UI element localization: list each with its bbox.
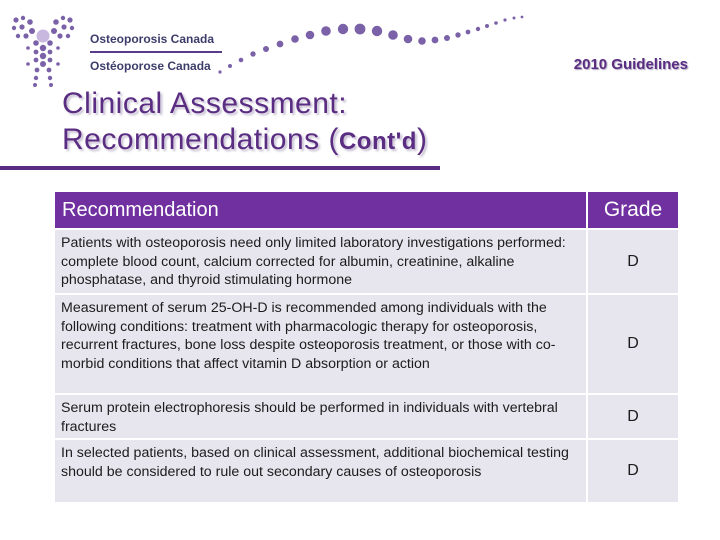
logo-divider <box>90 51 222 53</box>
column-header-recommendation: Recommendation <box>55 192 586 228</box>
recommendation-text: In selected patients, based on clinical assessment, additional biochemical testing should be considered to rule out secondary causes of osteoporosis <box>55 440 586 502</box>
table-row <box>55 440 678 502</box>
title-line-1: Clinical Assessment: <box>62 87 348 120</box>
column-header-grade: Grade <box>588 192 678 228</box>
grade-value: D <box>588 440 678 502</box>
table-header-row <box>55 192 678 228</box>
guidelines-badge: 2010 Guidelines <box>573 56 688 73</box>
grade-value: D <box>588 395 678 438</box>
grade-value: D <box>588 230 678 293</box>
osteoporosis-canada-logo <box>8 12 228 92</box>
title-line-2-end: ) <box>416 123 428 156</box>
logo-figure-icon <box>8 12 78 92</box>
title-underline <box>0 166 440 170</box>
title-line-2-main: Recommendations ( <box>62 123 339 156</box>
page-title <box>62 86 427 160</box>
grade-value: D <box>588 295 678 393</box>
recommendation-text: Patients with osteoporosis need only limited laboratory investigations performed: complete blood count, calcium corrected for albumin, creatinine, alkaline phosphatase, and thyroid stimulating hormone <box>55 230 586 293</box>
table-row <box>55 395 678 438</box>
org-name-french: Ostéoporose Canada <box>90 59 211 73</box>
title-line-2-contd: Cont'd <box>338 128 417 155</box>
recommendation-text: Serum protein electrophoresis should be performed in individuals with vertebral fractures <box>55 395 586 438</box>
decorative-dot-arc <box>210 10 530 80</box>
table-row <box>55 230 678 293</box>
org-name-english: Osteoporosis Canada <box>90 32 215 46</box>
recommendations-table <box>55 192 678 504</box>
title-line-2 <box>62 122 427 160</box>
table-row <box>55 295 678 393</box>
recommendation-text: Measurement of serum 25-OH-D is recommended among individuals with the following conditions: treatment with pharmacologic therapy for osteoporosis, recurrent fractures, bone loss despite osteoporosis treatment, or those with co-morbid conditions that affect vitamin D absorption or action <box>55 295 586 393</box>
